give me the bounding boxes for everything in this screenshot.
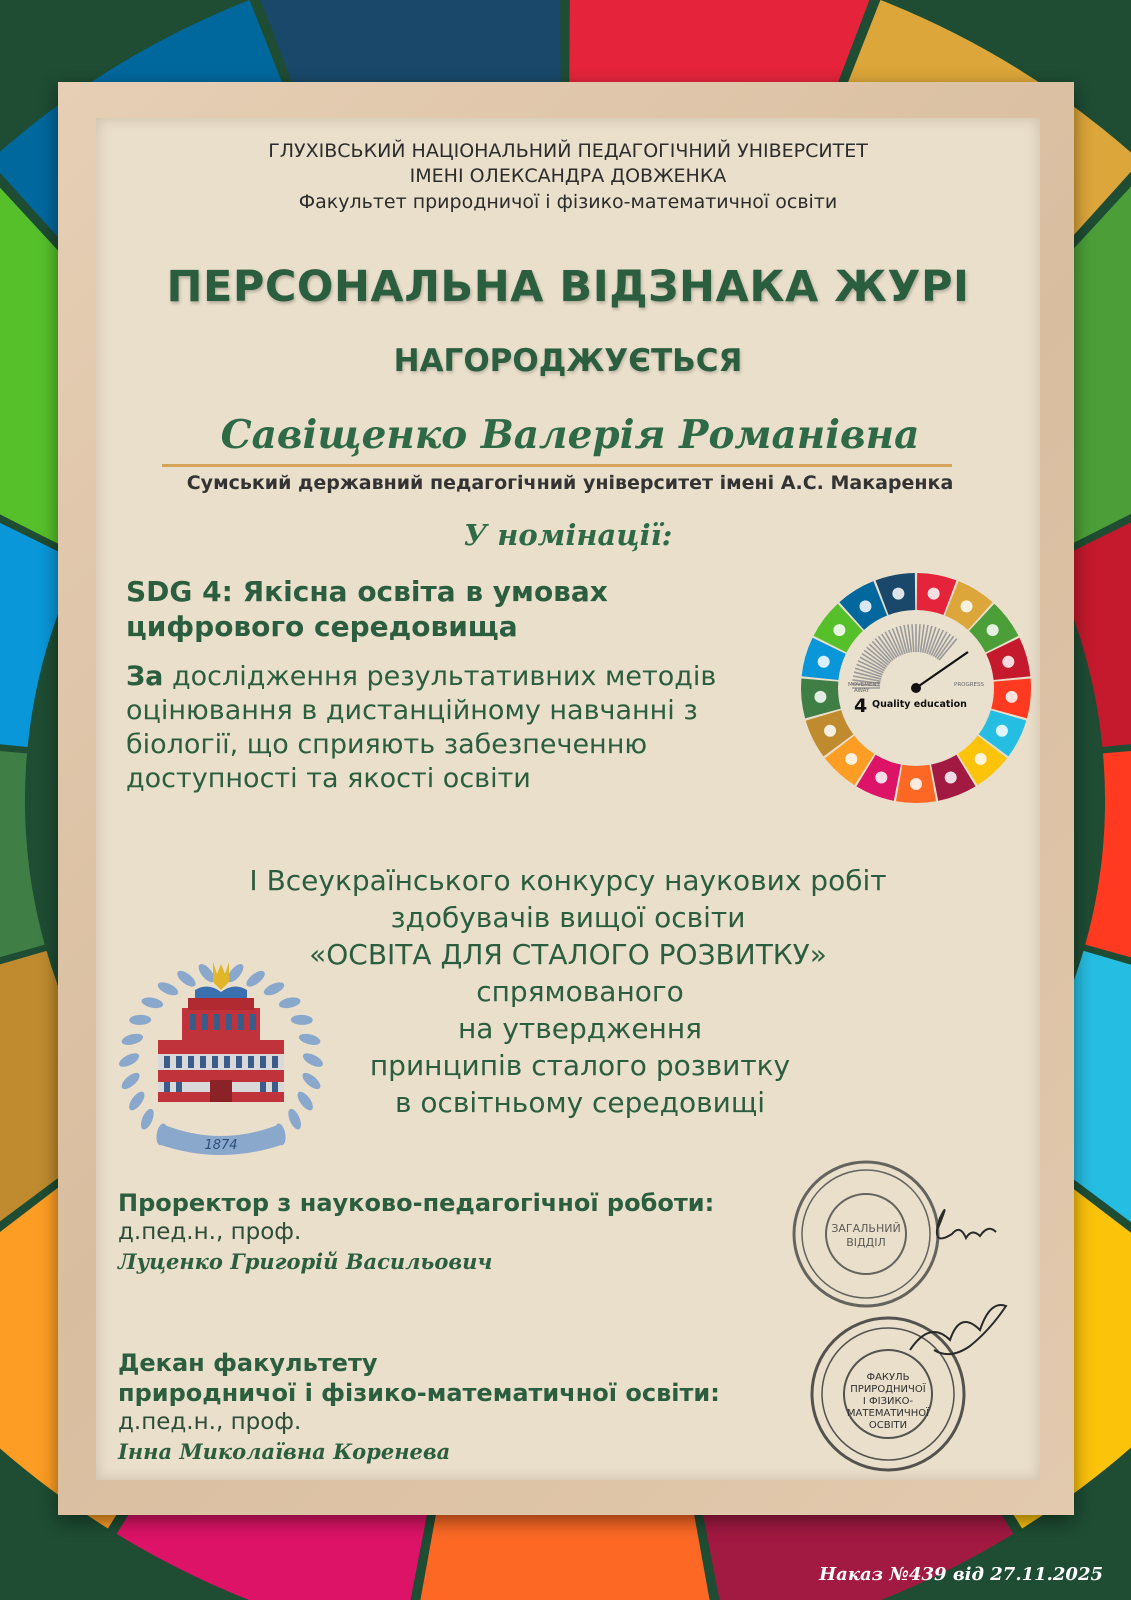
contest-line1: І Всеукраїнського конкурсу наукових робіт bbox=[249, 864, 887, 897]
recipient-name: Савіщенко Валерія Романівна bbox=[220, 412, 920, 458]
laurel-leaf bbox=[141, 996, 165, 1010]
svg-text:ПРИРОДНИЧОЇ: ПРИРОДНИЧОЇ bbox=[850, 1384, 926, 1395]
signature-block-vice-rector bbox=[118, 1188, 714, 1278]
nomination-label: У номінації: bbox=[463, 518, 673, 552]
faculty-name: Факультет природничої і фізико-математичної освіти bbox=[298, 191, 838, 213]
svg-text:І ФІЗИКО-: І ФІЗИКО- bbox=[862, 1396, 914, 1407]
sdg-goal-icon bbox=[910, 778, 922, 790]
svg-text:МАТЕМАТИЧНОЇ: МАТЕМАТИЧНОЇ bbox=[846, 1408, 930, 1419]
gauge-left-label-1: MOVEMENT bbox=[848, 682, 880, 688]
award-title: ПЕРСОНАЛЬНА ВІДЗНАКА ЖУРІ bbox=[166, 262, 970, 312]
vice-rector-degree: д.пед.н., проф. bbox=[118, 1219, 302, 1245]
university-logo bbox=[110, 952, 332, 1176]
sdg-goal-icon bbox=[987, 624, 999, 636]
dean-name: Інна Миколаївна Коренева bbox=[118, 1439, 451, 1464]
laurel-leaf bbox=[156, 980, 180, 998]
sdg-wheel-badge bbox=[798, 570, 1034, 806]
year-ribbon bbox=[158, 1124, 284, 1155]
university-name-line2: ІМЕНІ ОЛЕКСАНДРА ДОВЖЕНКА bbox=[409, 165, 727, 187]
nomination-reason bbox=[126, 660, 786, 796]
reason-text: дослідження результативних методів оцінювання в дистанційному навчанні з біології, що сприяють забезпеченню доступності та якості освіти bbox=[126, 661, 717, 794]
university-building bbox=[158, 998, 284, 1102]
gauge-hub bbox=[911, 683, 921, 693]
vice-rector-role: Проректор з науково-педагогічної роботи: bbox=[118, 1189, 715, 1217]
sdg-title bbox=[126, 574, 766, 644]
reason-bold: За bbox=[126, 661, 164, 692]
laurel-leaf bbox=[129, 1015, 151, 1026]
laurel-leaf bbox=[175, 968, 199, 989]
svg-text:ВІДДІЛ: ВІДДІЛ bbox=[846, 1236, 886, 1249]
sdg-goal-label: Quality education bbox=[872, 699, 967, 710]
name-underline bbox=[162, 464, 952, 467]
laurel-leaf bbox=[278, 996, 302, 1010]
sdg-goal-icon bbox=[814, 691, 826, 703]
university-name-line1: ГЛУХІВСЬКИЙ НАЦІОНАЛЬНИЙ ПЕДАГОГІЧНИЙ УНІВЕРСИТЕТ bbox=[268, 140, 868, 162]
laurel-leaf bbox=[119, 1070, 142, 1092]
sdg-goal-icon bbox=[928, 588, 940, 600]
dean-role-line1: Декан факультету bbox=[118, 1349, 378, 1377]
laurel-leaf bbox=[298, 1032, 322, 1047]
gauge-left-label-2: AWAY bbox=[854, 688, 870, 694]
laurel-leaf bbox=[301, 1051, 325, 1070]
laurel-leaf bbox=[244, 968, 268, 989]
svg-text:ФАКУЛЬ: ФАКУЛЬ bbox=[866, 1372, 910, 1383]
laurel-leaf bbox=[120, 1032, 144, 1047]
dean-role-line2: природничої і фізико-математичної освіти: bbox=[118, 1379, 720, 1407]
sdg-goal-icon bbox=[818, 656, 830, 668]
laurel-leaf bbox=[262, 980, 286, 998]
laurel-leaf bbox=[291, 1015, 313, 1026]
laurel-leaf bbox=[138, 1107, 156, 1131]
general-department-stamp bbox=[790, 1158, 1030, 1310]
sdg-goal-icon bbox=[824, 725, 836, 737]
order-number: Наказ №439 від 27.11.2025 bbox=[819, 1564, 1103, 1585]
sdg-goal-icon bbox=[833, 624, 845, 636]
laurel-leaf bbox=[126, 1089, 147, 1113]
contest-line5: на утвердження bbox=[457, 1012, 702, 1045]
vice-rector-name: Луценко Григорій Васильович bbox=[118, 1249, 493, 1274]
gauge-right-label: PROGRESS bbox=[954, 682, 985, 688]
sdg-goal-icon bbox=[1006, 691, 1018, 703]
sdg-goal-icon bbox=[961, 600, 973, 612]
vice-rector-signature bbox=[937, 1210, 996, 1238]
contest-line6: принципів сталого розвитку bbox=[369, 1049, 791, 1082]
contest-name: «ОСВІТА ДЛЯ СТАЛОГО РОЗВИТКУ» bbox=[309, 938, 827, 971]
sdg-goal-icon bbox=[892, 588, 904, 600]
sdg-title-line1: SDG 4: Якісна освіта в умовах bbox=[126, 575, 608, 608]
sdg-goal-number: 4 bbox=[854, 695, 868, 717]
sdg-goal-icon bbox=[875, 772, 887, 784]
contest-line2: здобувачів вищої освіти bbox=[390, 901, 746, 934]
svg-text:ЗАГАЛЬНИЙ: ЗАГАЛЬНИЙ bbox=[831, 1222, 901, 1235]
sdg-goal-icon bbox=[859, 600, 871, 612]
sdg-goal-icon bbox=[975, 753, 987, 765]
awarded-label: НАГОРОДЖУЄТЬСЯ bbox=[393, 343, 743, 379]
contest-line4: спрямованого bbox=[476, 975, 684, 1008]
sdg-goal-icon bbox=[996, 725, 1008, 737]
laurel-leaf bbox=[286, 1107, 304, 1131]
dean-signature bbox=[910, 1305, 1006, 1354]
sdg-goal-icon bbox=[845, 753, 857, 765]
dean-degree: д.пед.н., проф. bbox=[118, 1409, 302, 1435]
recipient-affiliation: Сумський державний педагогічний університет імені А.С. Макаренка bbox=[186, 472, 954, 494]
faculty-stamp bbox=[810, 1300, 1030, 1480]
svg-text:ОСВІТИ: ОСВІТИ bbox=[868, 1420, 908, 1431]
laurel-leaf bbox=[117, 1051, 141, 1070]
laurel-leaf bbox=[295, 1089, 316, 1113]
founding-year: 1874 bbox=[204, 1138, 238, 1153]
sdg-title-line2: цифрового середовища bbox=[126, 610, 518, 643]
signature-block-dean bbox=[118, 1348, 720, 1468]
laurel-leaf bbox=[300, 1070, 323, 1092]
sdg-goal-icon bbox=[945, 772, 957, 784]
sdg-goal-icon bbox=[1002, 656, 1014, 668]
contest-line7: в освітньому середовищі bbox=[394, 1086, 765, 1119]
